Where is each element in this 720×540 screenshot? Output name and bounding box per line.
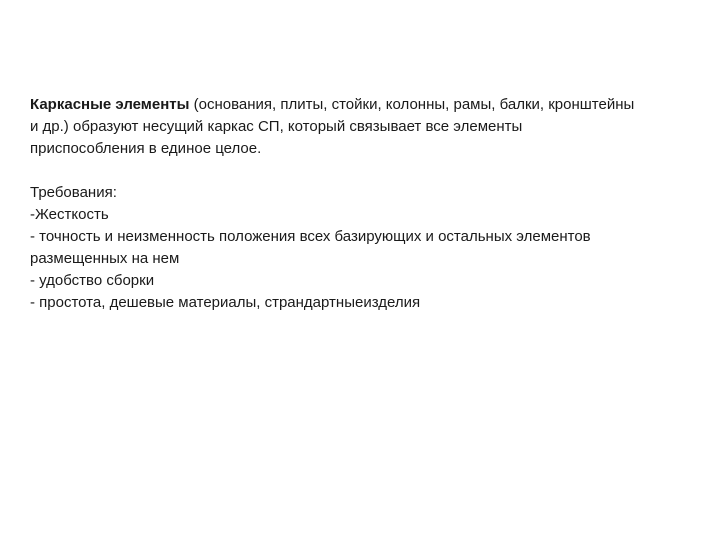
intro-line-3: приспособления в единое целое. [30, 140, 262, 157]
requirement-item: - точность и неизменность положения всех базирующих и остальных элементов [30, 228, 591, 245]
slide-text-body [30, 94, 702, 314]
requirement-item: -Жесткость [30, 206, 109, 223]
intro-line-1-rest: (основания, плиты, стойки, колонны, рамы, балки, кронштейны [189, 96, 635, 113]
paragraph-spacer [30, 160, 702, 182]
requirements-block [30, 182, 702, 314]
intro-term: Каркасные элементы [30, 96, 190, 113]
requirement-item: - простота, дешевые материалы, страндартныеизделия [30, 294, 421, 311]
intro-paragraph [30, 94, 702, 160]
requirement-item: размещенных на нем [30, 250, 180, 267]
intro-line-2: и др.) образуют несущий каркас СП, который связывает все элементы [30, 118, 523, 135]
requirement-item: - удобство сборки [30, 272, 155, 289]
requirements-heading: Требования: [30, 184, 117, 201]
intro-line-1 [30, 94, 702, 116]
